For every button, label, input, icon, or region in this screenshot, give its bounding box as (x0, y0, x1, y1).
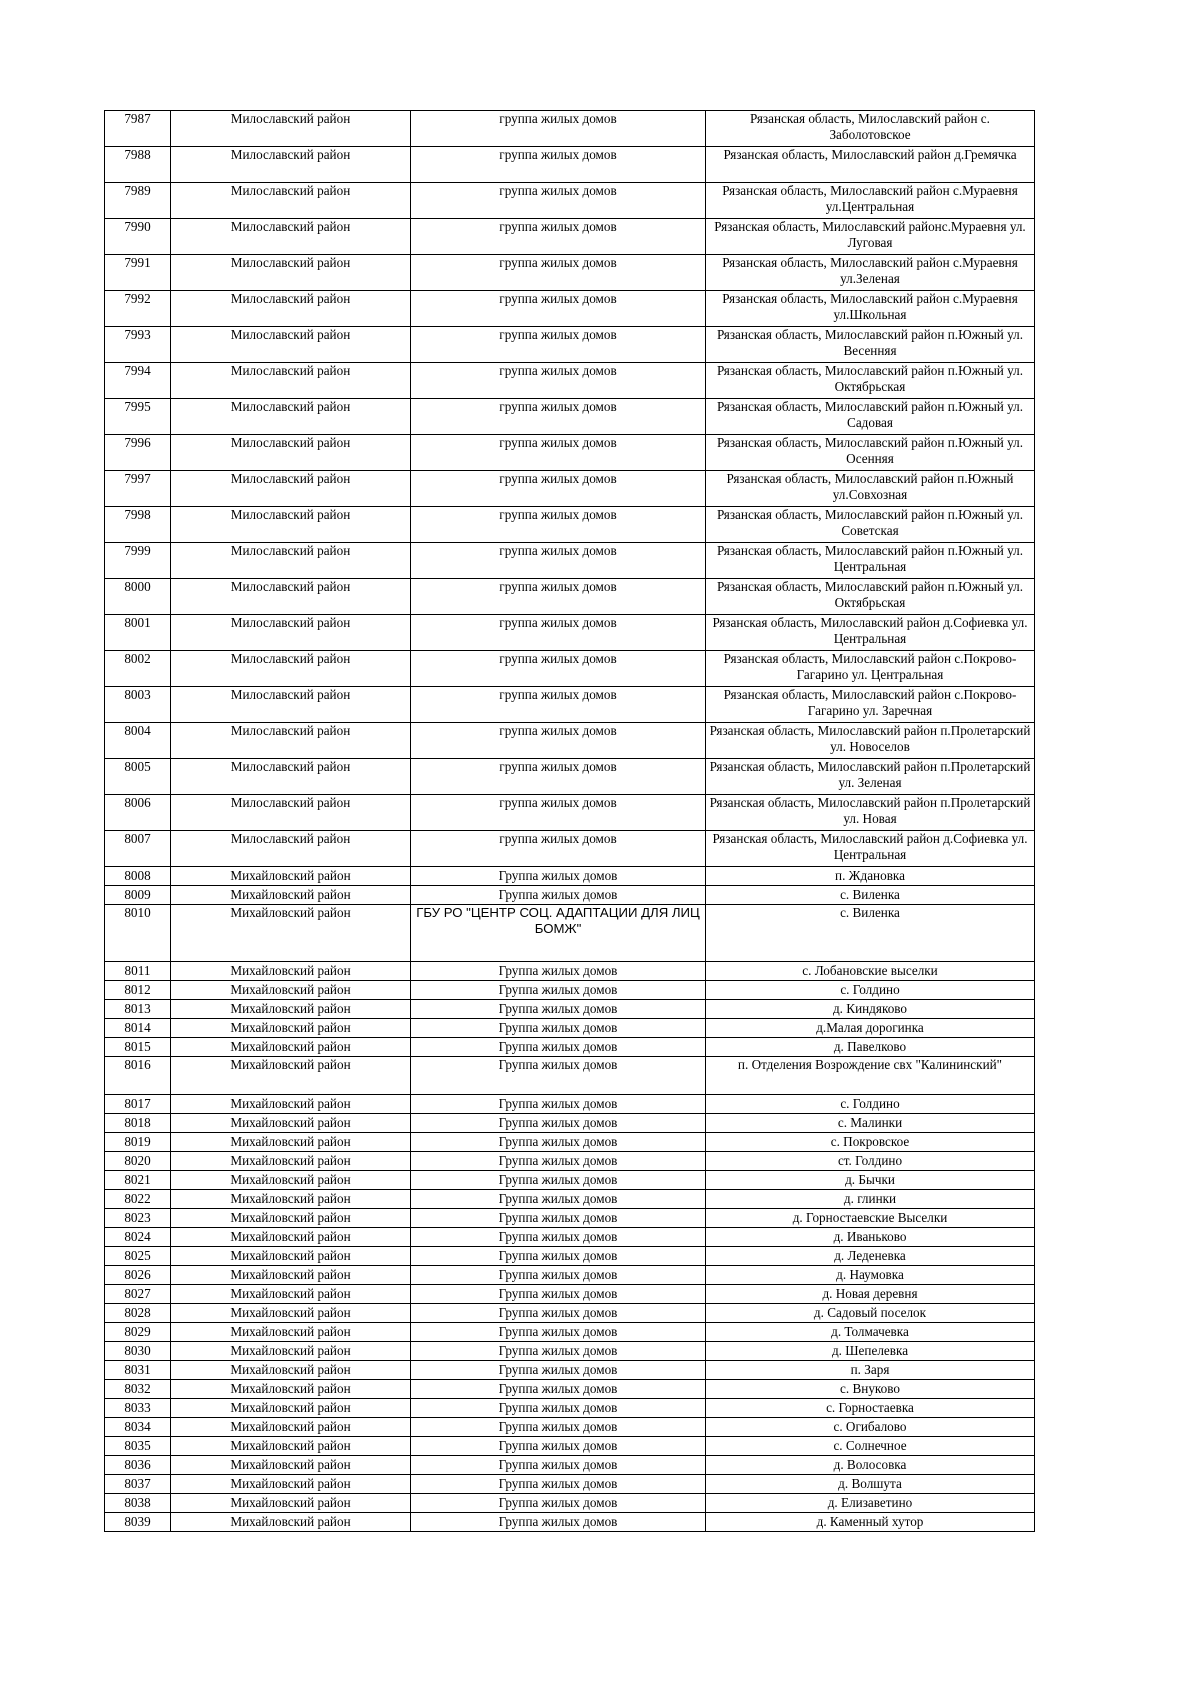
row-number-cell: 7999 (105, 543, 171, 579)
table-row (105, 1380, 1035, 1399)
row-number-cell: 7997 (105, 471, 171, 507)
row-number-cell: 7989 (105, 183, 171, 219)
district-cell: Милославский район (171, 579, 411, 615)
address-cell: д. Каменный хутор (706, 1513, 1035, 1532)
object-cell: Группа жилых домов (411, 1019, 706, 1038)
table-row (105, 507, 1035, 543)
district-cell: Михайловский район (171, 1437, 411, 1456)
row-number-cell: 7994 (105, 363, 171, 399)
row-number-cell: 8036 (105, 1456, 171, 1475)
registry-table (104, 110, 1035, 1532)
table-row (105, 905, 1035, 962)
district-cell: Милославский район (171, 687, 411, 723)
district-cell: Михайловский район (171, 1266, 411, 1285)
table-row (105, 723, 1035, 759)
object-cell: группа жилых домов (411, 759, 706, 795)
object-cell: группа жилых домов (411, 219, 706, 255)
row-number-cell: 8001 (105, 615, 171, 651)
table-row (105, 1057, 1035, 1095)
document-page (104, 110, 1034, 1532)
object-cell: Группа жилых домов (411, 1342, 706, 1361)
address-cell: Рязанская область, Милославский район п.Южный ул. Октябрьская (706, 363, 1035, 399)
object-cell: Группа жилых домов (411, 886, 706, 905)
row-number-cell: 8025 (105, 1247, 171, 1266)
object-cell: Группа жилых домов (411, 1285, 706, 1304)
row-number-cell: 8005 (105, 759, 171, 795)
table-row (105, 1228, 1035, 1247)
row-number-cell: 8014 (105, 1019, 171, 1038)
table-row (105, 651, 1035, 687)
district-cell: Милославский район (171, 651, 411, 687)
table-row (105, 1323, 1035, 1342)
row-number-cell: 8039 (105, 1513, 171, 1532)
object-cell: Группа жилых домов (411, 1228, 706, 1247)
object-cell: Группа жилых домов (411, 1152, 706, 1171)
table-row (105, 1190, 1035, 1209)
object-cell: Группа жилых домов (411, 1114, 706, 1133)
registry-table-body (105, 111, 1035, 1532)
address-cell: с. Голдино (706, 981, 1035, 1000)
district-cell: Михайловский район (171, 1247, 411, 1266)
table-row (105, 1095, 1035, 1114)
address-cell: д. Горностаевские Выселки (706, 1209, 1035, 1228)
district-cell: Милославский район (171, 291, 411, 327)
district-cell: Михайловский район (171, 1475, 411, 1494)
district-cell: Милославский район (171, 471, 411, 507)
address-cell: Рязанская область, Милославский район п.Южный ул. Октябрьская (706, 579, 1035, 615)
address-cell: д. Волшута (706, 1475, 1035, 1494)
object-cell: группа жилых домов (411, 327, 706, 363)
table-row (105, 1304, 1035, 1323)
district-cell: Михайловский район (171, 1038, 411, 1057)
district-cell: Михайловский район (171, 1095, 411, 1114)
row-number-cell: 8021 (105, 1171, 171, 1190)
table-row (105, 435, 1035, 471)
table-row (105, 1266, 1035, 1285)
row-number-cell: 8008 (105, 867, 171, 886)
table-row (105, 1133, 1035, 1152)
object-cell: Группа жилых домов (411, 1437, 706, 1456)
object-cell: группа жилых домов (411, 435, 706, 471)
row-number-cell: 8035 (105, 1437, 171, 1456)
table-row (105, 327, 1035, 363)
address-cell: Рязанская область, Милославский район п.Южный ул. Советская (706, 507, 1035, 543)
district-cell: Михайловский район (171, 1456, 411, 1475)
object-cell: группа жилых домов (411, 399, 706, 435)
table-row (105, 1342, 1035, 1361)
address-cell: д. Волосовка (706, 1456, 1035, 1475)
district-cell: Михайловский район (171, 1057, 411, 1095)
object-cell: Группа жилых домов (411, 1209, 706, 1228)
address-cell: Рязанская область, Милославский район с.Мураевня ул.Школьная (706, 291, 1035, 327)
object-cell: группа жилых домов (411, 543, 706, 579)
row-number-cell: 8024 (105, 1228, 171, 1247)
address-cell: д. глинки (706, 1190, 1035, 1209)
address-cell: д. Толмачевка (706, 1323, 1035, 1342)
row-number-cell: 8007 (105, 831, 171, 867)
district-cell: Михайловский район (171, 1304, 411, 1323)
table-row (105, 886, 1035, 905)
district-cell: Михайловский район (171, 1418, 411, 1437)
object-cell: группа жилых домов (411, 723, 706, 759)
district-cell: Милославский район (171, 723, 411, 759)
row-number-cell: 8032 (105, 1380, 171, 1399)
object-cell: Группа жилых домов (411, 1190, 706, 1209)
table-row (105, 1000, 1035, 1019)
address-cell: п. Отделения Возрождение свх "Калининский" (706, 1057, 1035, 1095)
district-cell: Михайловский район (171, 1513, 411, 1532)
row-number-cell: 8004 (105, 723, 171, 759)
object-cell: Группа жилых домов (411, 1171, 706, 1190)
address-cell: Рязанская область, Милославский район с.Покрово-Гагарино ул. Центральная (706, 651, 1035, 687)
table-row (105, 1361, 1035, 1380)
row-number-cell: 8019 (105, 1133, 171, 1152)
table-row (105, 962, 1035, 981)
row-number-cell: 8029 (105, 1323, 171, 1342)
row-number-cell: 8000 (105, 579, 171, 615)
district-cell: Михайловский район (171, 1000, 411, 1019)
object-cell: Группа жилых домов (411, 1095, 706, 1114)
address-cell: с. Покровское (706, 1133, 1035, 1152)
object-cell: Группа жилых домов (411, 1247, 706, 1266)
object-cell: Группа жилых домов (411, 1380, 706, 1399)
district-cell: Милославский район (171, 255, 411, 291)
address-cell: с. Малинки (706, 1114, 1035, 1133)
object-cell: Группа жилых домов (411, 1418, 706, 1437)
object-cell: Группа жилых домов (411, 1494, 706, 1513)
address-cell: Рязанская область, Милославский район п.Пролетарский ул. Новоселов (706, 723, 1035, 759)
row-number-cell: 8016 (105, 1057, 171, 1095)
row-number-cell: 8038 (105, 1494, 171, 1513)
row-number-cell: 7998 (105, 507, 171, 543)
object-cell: группа жилых домов (411, 651, 706, 687)
table-row (105, 1513, 1035, 1532)
address-cell: д. Бычки (706, 1171, 1035, 1190)
object-cell: Группа жилых домов (411, 1323, 706, 1342)
address-cell: Рязанская область, Милославский район с. Заболотовское (706, 111, 1035, 147)
row-number-cell: 8015 (105, 1038, 171, 1057)
district-cell: Милославский район (171, 219, 411, 255)
district-cell: Михайловский район (171, 1323, 411, 1342)
address-cell: Рязанская область, Милославский район п.Южный ул. Центральная (706, 543, 1035, 579)
row-number-cell: 8030 (105, 1342, 171, 1361)
address-cell: с. Виленка (706, 886, 1035, 905)
district-cell: Михайловский район (171, 962, 411, 981)
object-cell: ГБУ РО "ЦЕНТР СОЦ. АДАПТАЦИИ ДЛЯ ЛИЦ БОМЖ" (411, 905, 706, 962)
row-number-cell: 7988 (105, 147, 171, 183)
district-cell: Милославский район (171, 363, 411, 399)
row-number-cell: 7987 (105, 111, 171, 147)
row-number-cell: 7991 (105, 255, 171, 291)
row-number-cell: 8010 (105, 905, 171, 962)
object-cell: группа жилых домов (411, 831, 706, 867)
address-cell: с. Лобановские выселки (706, 962, 1035, 981)
table-row (105, 795, 1035, 831)
object-cell: группа жилых домов (411, 579, 706, 615)
table-row (105, 1285, 1035, 1304)
district-cell: Михайловский район (171, 1361, 411, 1380)
row-number-cell: 8020 (105, 1152, 171, 1171)
table-row (105, 1152, 1035, 1171)
table-row (105, 1114, 1035, 1133)
object-cell: группа жилых домов (411, 147, 706, 183)
table-row (105, 399, 1035, 435)
table-row (105, 1475, 1035, 1494)
address-cell: д. Киндяково (706, 1000, 1035, 1019)
row-number-cell: 8003 (105, 687, 171, 723)
table-row (105, 1038, 1035, 1057)
row-number-cell: 8013 (105, 1000, 171, 1019)
object-cell: Группа жилых домов (411, 1000, 706, 1019)
district-cell: Милославский район (171, 507, 411, 543)
object-cell: группа жилых домов (411, 795, 706, 831)
table-row (105, 1437, 1035, 1456)
address-cell: с. Горностаевка (706, 1399, 1035, 1418)
table-row (105, 183, 1035, 219)
district-cell: Милославский район (171, 183, 411, 219)
table-row (105, 867, 1035, 886)
row-number-cell: 8033 (105, 1399, 171, 1418)
district-cell: Михайловский район (171, 1399, 411, 1418)
district-cell: Милославский район (171, 147, 411, 183)
district-cell: Михайловский район (171, 981, 411, 1000)
address-cell: д. Леденевка (706, 1247, 1035, 1266)
row-number-cell: 8028 (105, 1304, 171, 1323)
row-number-cell: 8012 (105, 981, 171, 1000)
object-cell: группа жилых домов (411, 471, 706, 507)
address-cell: с. Солнечное (706, 1437, 1035, 1456)
object-cell: группа жилых домов (411, 687, 706, 723)
row-number-cell: 8011 (105, 962, 171, 981)
row-number-cell: 7992 (105, 291, 171, 327)
address-cell: Рязанская область, Милославский район п.Пролетарский ул. Зеленая (706, 759, 1035, 795)
object-cell: Группа жилых домов (411, 867, 706, 886)
table-row (105, 615, 1035, 651)
district-cell: Михайловский район (171, 1190, 411, 1209)
district-cell: Милославский район (171, 615, 411, 651)
object-cell: группа жилых домов (411, 363, 706, 399)
address-cell: Рязанская область, Милославский район д.Софиевка ул. Центральная (706, 831, 1035, 867)
address-cell: Рязанская область, Милославский район с.Мураевня ул.Зеленая (706, 255, 1035, 291)
district-cell: Михайловский район (171, 1133, 411, 1152)
table-row (105, 981, 1035, 1000)
address-cell: с. Внуково (706, 1380, 1035, 1399)
address-cell: Рязанская область, Милославский район с.Покрово-Гагарино ул. Заречная (706, 687, 1035, 723)
table-row (105, 1399, 1035, 1418)
address-cell: Рязанская область, Милославский район п.Южный ул. Садовая (706, 399, 1035, 435)
district-cell: Михайловский район (171, 1152, 411, 1171)
table-row (105, 147, 1035, 183)
object-cell: Группа жилых домов (411, 1361, 706, 1380)
address-cell: п. Ждановка (706, 867, 1035, 886)
district-cell: Михайловский район (171, 905, 411, 962)
row-number-cell: 8034 (105, 1418, 171, 1437)
district-cell: Милославский район (171, 327, 411, 363)
object-cell: Группа жилых домов (411, 1399, 706, 1418)
district-cell: Михайловский район (171, 1285, 411, 1304)
address-cell: с. Голдино (706, 1095, 1035, 1114)
district-cell: Милославский район (171, 435, 411, 471)
row-number-cell: 7993 (105, 327, 171, 363)
district-cell: Михайловский район (171, 1380, 411, 1399)
address-cell: с. Виленка (706, 905, 1035, 962)
table-row (105, 687, 1035, 723)
district-cell: Милославский район (171, 759, 411, 795)
address-cell: Рязанская область, Милославский район п.Южный ул.Совхозная (706, 471, 1035, 507)
address-cell: д. Елизаветино (706, 1494, 1035, 1513)
district-cell: Милославский район (171, 831, 411, 867)
district-cell: Милославский район (171, 399, 411, 435)
table-row (105, 831, 1035, 867)
object-cell: группа жилых домов (411, 255, 706, 291)
table-row (105, 363, 1035, 399)
address-cell: д.Малая дорогинка (706, 1019, 1035, 1038)
object-cell: группа жилых домов (411, 507, 706, 543)
district-cell: Милославский район (171, 795, 411, 831)
object-cell: группа жилых домов (411, 615, 706, 651)
row-number-cell: 8009 (105, 886, 171, 905)
address-cell: д. Новая деревня (706, 1285, 1035, 1304)
table-row (105, 1494, 1035, 1513)
table-row (105, 111, 1035, 147)
table-row (105, 543, 1035, 579)
table-row (105, 291, 1035, 327)
object-cell: Группа жилых домов (411, 1475, 706, 1494)
row-number-cell: 8037 (105, 1475, 171, 1494)
object-cell: группа жилых домов (411, 291, 706, 327)
address-cell: Рязанская область, Милославский район д.Гремячка (706, 147, 1035, 183)
object-cell: Группа жилых домов (411, 1038, 706, 1057)
row-number-cell: 7996 (105, 435, 171, 471)
district-cell: Михайловский район (171, 1209, 411, 1228)
address-cell: д. Шепелевка (706, 1342, 1035, 1361)
address-cell: д. Наумовка (706, 1266, 1035, 1285)
object-cell: Группа жилых домов (411, 1304, 706, 1323)
row-number-cell: 8017 (105, 1095, 171, 1114)
object-cell: Группа жилых домов (411, 981, 706, 1000)
address-cell: с. Огибалово (706, 1418, 1035, 1437)
address-cell: Рязанская область, Милославский районс.Мураевня ул. Луговая (706, 219, 1035, 255)
table-row (105, 759, 1035, 795)
address-cell: ст. Голдино (706, 1152, 1035, 1171)
district-cell: Михайловский район (171, 886, 411, 905)
object-cell: группа жилых домов (411, 111, 706, 147)
district-cell: Милославский район (171, 111, 411, 147)
district-cell: Михайловский район (171, 1342, 411, 1361)
table-row (105, 471, 1035, 507)
address-cell: д. Павелково (706, 1038, 1035, 1057)
object-cell: Группа жилых домов (411, 1266, 706, 1285)
row-number-cell: 7990 (105, 219, 171, 255)
district-cell: Милославский район (171, 543, 411, 579)
address-cell: п. Заря (706, 1361, 1035, 1380)
district-cell: Михайловский район (171, 1494, 411, 1513)
table-row (105, 579, 1035, 615)
object-cell: Группа жилых домов (411, 1057, 706, 1095)
object-cell: группа жилых домов (411, 183, 706, 219)
address-cell: Рязанская область, Милославский район д.Софиевка ул. Центральная (706, 615, 1035, 651)
row-number-cell: 8002 (105, 651, 171, 687)
row-number-cell: 8018 (105, 1114, 171, 1133)
object-cell: Группа жилых домов (411, 1456, 706, 1475)
object-cell: Группа жилых домов (411, 962, 706, 981)
table-row (105, 1247, 1035, 1266)
address-cell: Рязанская область, Милославский район п.Пролетарский ул. Новая (706, 795, 1035, 831)
table-row (105, 255, 1035, 291)
table-row (105, 1019, 1035, 1038)
district-cell: Михайловский район (171, 1171, 411, 1190)
address-cell: Рязанская область, Милославский район п.Южный ул. Весенняя (706, 327, 1035, 363)
table-row (105, 219, 1035, 255)
object-cell: Группа жилых домов (411, 1513, 706, 1532)
table-row (105, 1171, 1035, 1190)
address-cell: д. Садовый поселок (706, 1304, 1035, 1323)
table-row (105, 1418, 1035, 1437)
row-number-cell: 8023 (105, 1209, 171, 1228)
row-number-cell: 8022 (105, 1190, 171, 1209)
row-number-cell: 8026 (105, 1266, 171, 1285)
address-cell: Рязанская область, Милославский район с.Мураевня ул.Центральная (706, 183, 1035, 219)
address-cell: Рязанская область, Милославский район п.Южный ул. Осенняя (706, 435, 1035, 471)
row-number-cell: 8031 (105, 1361, 171, 1380)
table-row (105, 1456, 1035, 1475)
object-cell: Группа жилых домов (411, 1133, 706, 1152)
table-row (105, 1209, 1035, 1228)
row-number-cell: 8027 (105, 1285, 171, 1304)
row-number-cell: 8006 (105, 795, 171, 831)
address-cell: д. Иваньково (706, 1228, 1035, 1247)
row-number-cell: 7995 (105, 399, 171, 435)
district-cell: Михайловский район (171, 1019, 411, 1038)
district-cell: Михайловский район (171, 867, 411, 886)
district-cell: Михайловский район (171, 1114, 411, 1133)
district-cell: Михайловский район (171, 1228, 411, 1247)
